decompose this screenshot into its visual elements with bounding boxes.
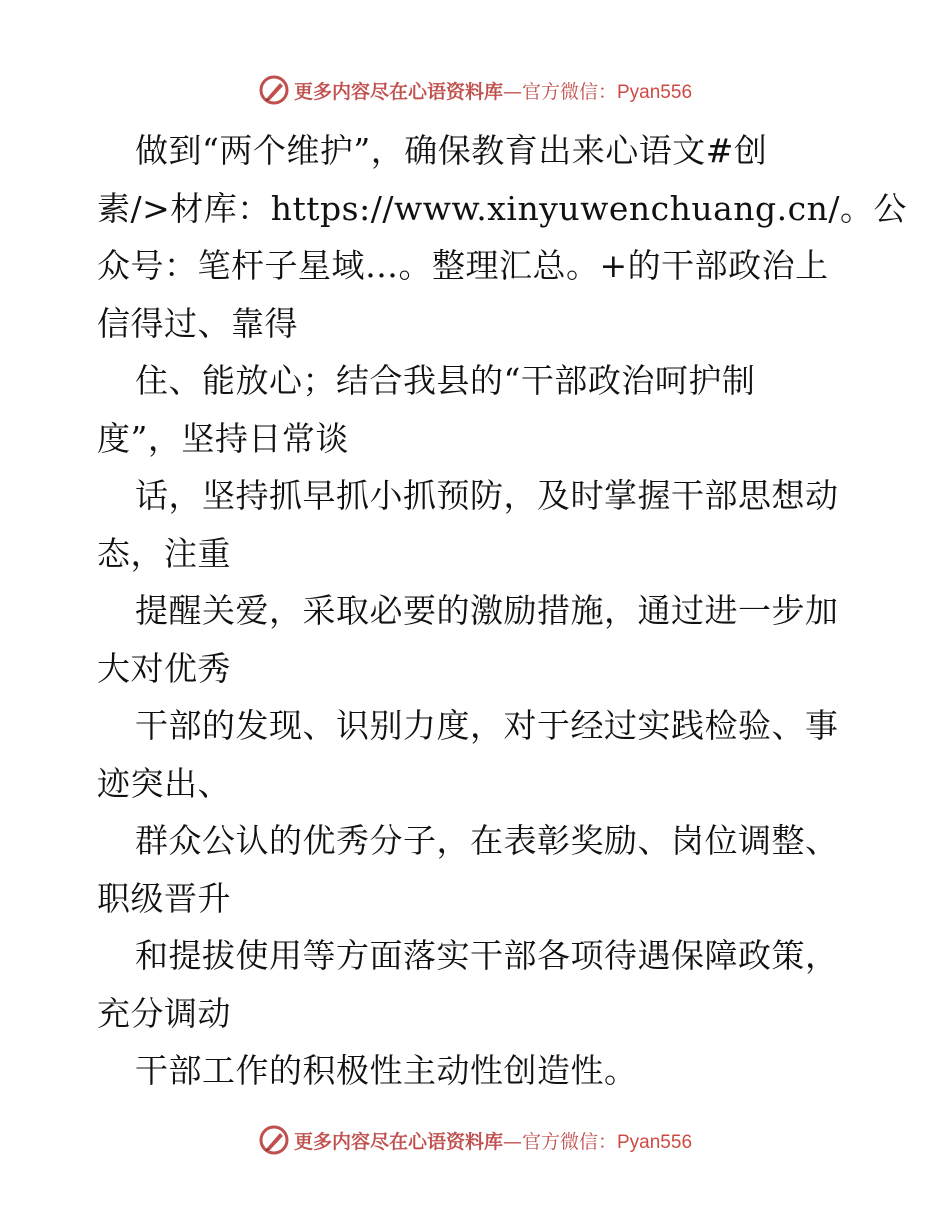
- body-line: 众号：笔杆子星域…。整理汇总。+的干部政治上: [97, 246, 829, 285]
- body-line: 充分调动: [97, 993, 231, 1033]
- footer-watermark-banner: [0, 1120, 950, 1160]
- footer-banner-title: 更多内容尽在心语资料库: [293, 1130, 503, 1153]
- header-banner-account: Pyan556: [617, 81, 693, 103]
- body-line: 职级晋升: [97, 878, 231, 918]
- header-banner-text: [294, 77, 692, 104]
- body-line: 做到“两个维护”，确保教育出来心语文#创: [135, 131, 768, 170]
- footer-banner-text: [294, 1127, 692, 1154]
- footer-banner-separator: —官方微信：: [502, 1130, 617, 1153]
- body-line: 住、能放心；结合我县的“干部政治呵护制: [135, 361, 756, 400]
- pen-logo-icon: [258, 1124, 290, 1156]
- document-body: [97, 122, 908, 1100]
- body-line: 信得过、靠得: [97, 303, 298, 343]
- body-line: 干部的发现、识别力度，对于经过实践检验、事: [135, 706, 839, 745]
- body-line: 干部工作的积极性主动性创造性。: [135, 1051, 638, 1090]
- body-line: 话，坚持抓早抓小抓预防，及时掌握干部思想动: [135, 476, 839, 515]
- footer-banner-account: Pyan556: [617, 1131, 693, 1153]
- body-line: 群众公认的优秀分子，在表彰奖励、岗位调整、: [135, 821, 839, 860]
- header-banner-title: 更多内容尽在心语资料库: [293, 80, 503, 103]
- pen-logo-icon: [258, 74, 290, 106]
- body-line: 度”，坚持日常谈: [97, 418, 349, 458]
- body-line: 迹突出、: [97, 763, 231, 803]
- header-watermark-banner: [0, 70, 950, 110]
- body-line: 提醒关爱，采取必要的激励措施，通过进一步加: [135, 591, 839, 630]
- body-line: 大对优秀: [97, 648, 231, 688]
- header-banner-separator: —官方微信：: [502, 80, 617, 103]
- body-line: 素/>材库：https://www.xinyuwenchuang.cn/。公: [97, 188, 908, 228]
- body-line: 态，注重: [97, 533, 231, 573]
- body-line: 和提拔使用等方面落实干部各项待遇保障政策，: [135, 936, 839, 975]
